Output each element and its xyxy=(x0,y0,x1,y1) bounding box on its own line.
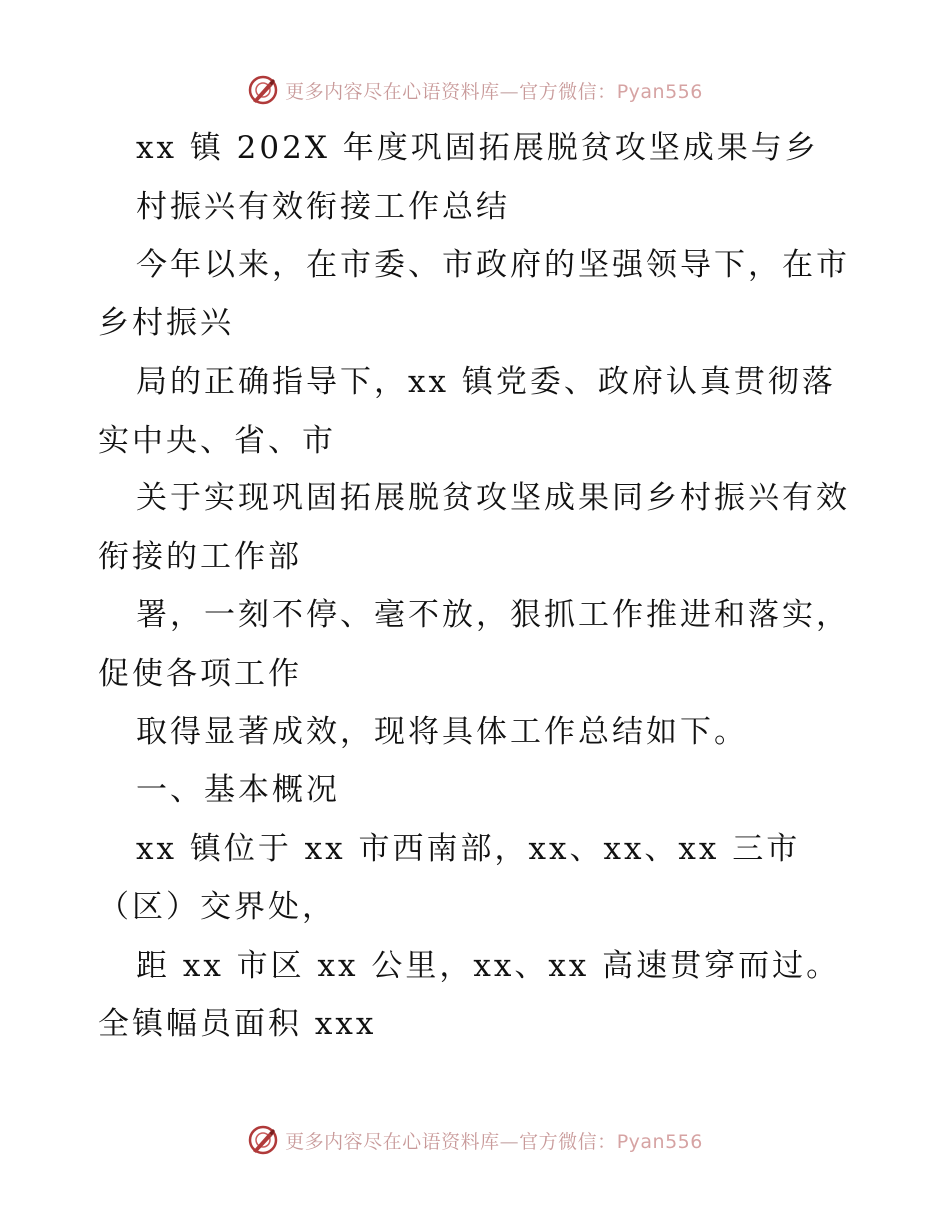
banner-wechat-id: Pyan556 xyxy=(616,80,703,103)
doc-paragraph-line: 实中央、省、市 xyxy=(98,423,336,459)
doc-section-heading: 一、基本概况 xyxy=(136,772,340,808)
doc-paragraph-line: 关于实现巩固拓展脱贫攻坚成果同乡村振兴有效 xyxy=(136,480,850,516)
banner-text xyxy=(285,1127,703,1154)
doc-paragraph-line: 距 xx 市区 xx 公里，xx、xx 高速贯穿而过。 xyxy=(136,948,841,984)
banner-dash: — xyxy=(499,1130,520,1153)
footer-banner xyxy=(0,1120,950,1160)
banner-wechat-id: Pyan556 xyxy=(616,1130,703,1153)
pen-logo-icon xyxy=(247,74,279,106)
doc-paragraph-line: 署，一刻不停、毫不放，狠抓工作推进和落实， xyxy=(136,597,850,633)
doc-paragraph-line: 衔接的工作部 xyxy=(98,539,302,575)
doc-paragraph-line: 局的正确指导下，xx 镇党委、政府认真贯彻落 xyxy=(136,364,836,400)
banner-text xyxy=(285,77,703,104)
banner-main-text: 更多内容尽在心语资料库 xyxy=(285,80,500,103)
header-banner xyxy=(0,70,950,110)
doc-paragraph-line: 乡村振兴 xyxy=(98,305,234,341)
banner-wechat-label: 官方微信： xyxy=(519,1130,617,1153)
banner-dash: — xyxy=(499,80,520,103)
doc-title-line-1: xx 镇 202X 年度巩固拓展脱贫攻坚成果与乡 xyxy=(136,130,819,166)
banner-main-text: 更多内容尽在心语资料库 xyxy=(285,1130,500,1153)
doc-paragraph-line: xx 镇位于 xx 市西南部，xx、xx、xx 三市 xyxy=(136,831,801,867)
banner-wechat-label: 官方微信： xyxy=(519,80,617,103)
doc-paragraph-line: 今年以来，在市委、市政府的坚强领导下，在市 xyxy=(136,247,850,283)
doc-paragraph-line: 取得显著成效，现将具体工作总结如下。 xyxy=(136,714,748,750)
doc-paragraph-line: 促使各项工作 xyxy=(98,656,302,692)
doc-title-line-2: 村振兴有效衔接工作总结 xyxy=(136,189,510,225)
doc-paragraph-line: 全镇幅员面积 xxx xyxy=(98,1006,377,1042)
pen-logo-icon xyxy=(247,1124,279,1156)
doc-paragraph-line: （区）交界处， xyxy=(98,889,336,925)
